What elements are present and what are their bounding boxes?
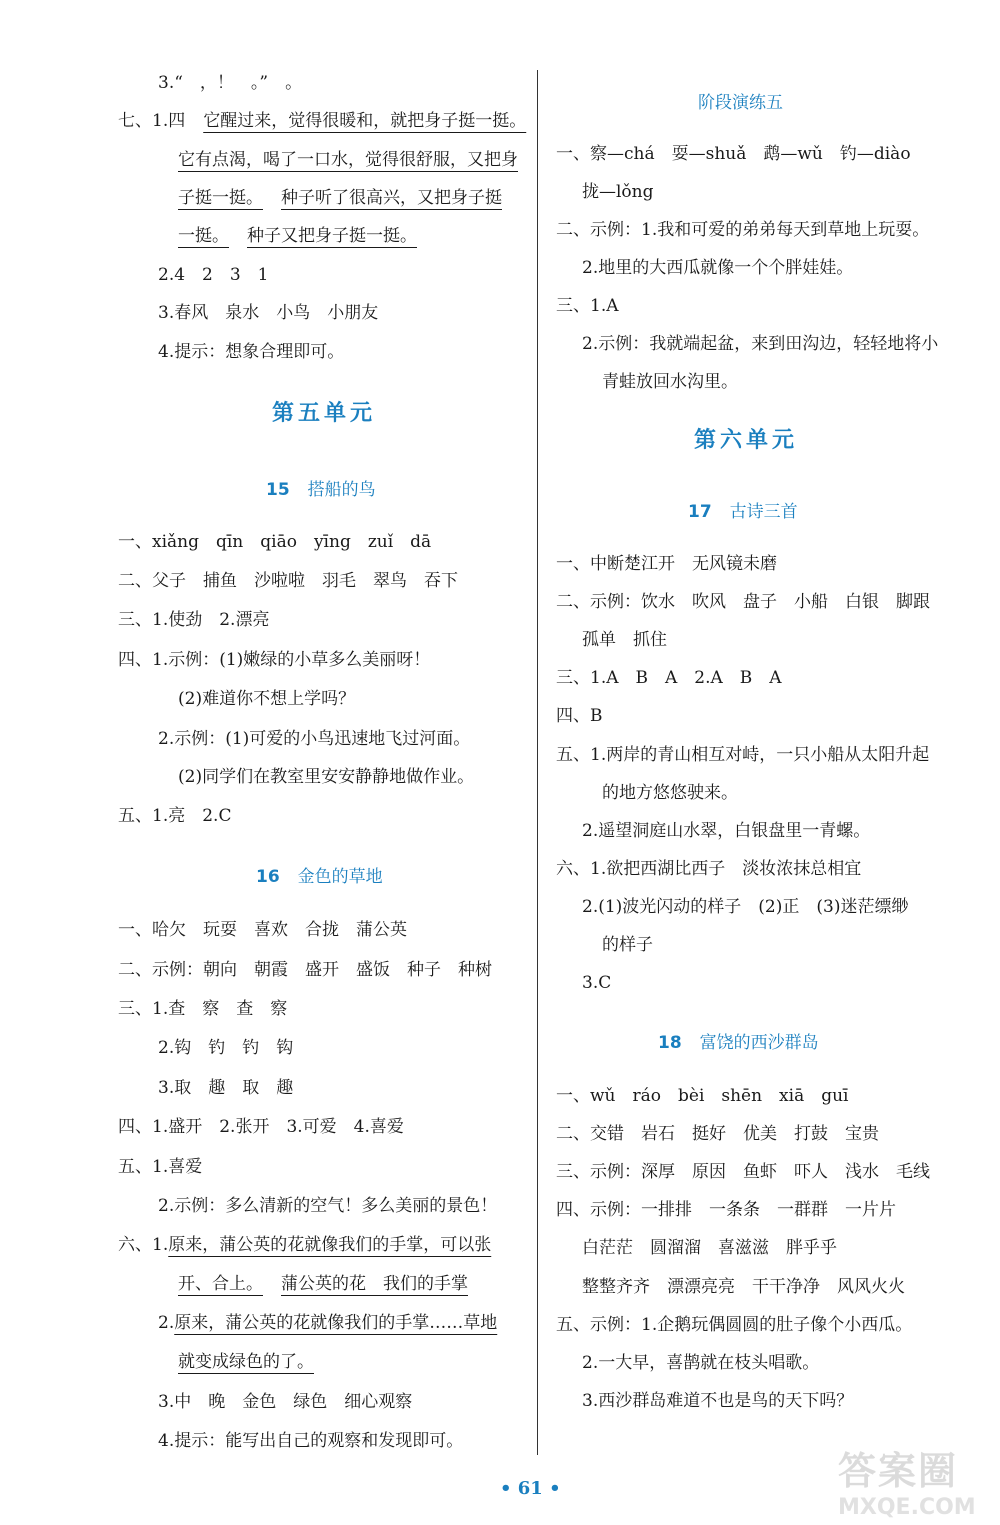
answer-line: 四、1.示例：(1)嫩绿的小草多么美丽呀！ bbox=[118, 650, 431, 670]
answer-line: 整整齐齐 漂漂亮亮 干干净净 风风火火 bbox=[582, 1277, 905, 1297]
answer-line: 青蛙放回水沟里。 bbox=[602, 372, 738, 392]
lesson-heading: 15 搭船的鸟 bbox=[266, 480, 376, 500]
answer-line: (2)难道你不想上学吗？ bbox=[178, 689, 356, 709]
answer-line: 3.西沙群岛难道不也是鸟的天下吗？ bbox=[582, 1391, 854, 1411]
answer-line: 一、wǔ ráo bèi shēn xiā guī bbox=[556, 1086, 849, 1106]
lesson-heading: 17 古诗三首 bbox=[688, 502, 798, 522]
unit-heading: 第六单元 bbox=[694, 428, 799, 453]
answer-line: 六、1.原来，蒲公英的花就像我们的手掌，可以张 bbox=[118, 1235, 492, 1255]
watermark-url: MXQE.COM bbox=[838, 1495, 976, 1520]
answer-line: 一、xiǎng qīn qiāo yīng zuǐ dā bbox=[118, 532, 432, 552]
answer-line: 孤单 抓住 bbox=[582, 630, 667, 650]
answer-line: 二、父子 捕鱼 沙啦啦 羽毛 翠鸟 吞下 bbox=[118, 571, 458, 591]
answer-line: 一、察—chá 耍—shuǎ 鹉—wǔ 钓—diào bbox=[556, 144, 911, 164]
answer-line: 开、合上。 蒲公英的花 我们的手掌 bbox=[178, 1274, 468, 1294]
answer-line: 3.取 趣 取 趣 bbox=[158, 1078, 294, 1098]
answer-line: 四、B bbox=[556, 706, 603, 726]
watermark bbox=[838, 1440, 998, 1522]
answer-line: 的地方悠悠驶来。 bbox=[602, 783, 738, 803]
answer-line: 3.“ ，！ 。” 。 bbox=[158, 73, 303, 93]
answer-line: 二、交错 岩石 挺好 优美 打鼓 宝贵 bbox=[556, 1124, 879, 1144]
answer-line: 2.示例：多么清新的空气！多么美丽的景色！ bbox=[158, 1196, 498, 1216]
answer-line: (2)同学们在教室里安安静静地做作业。 bbox=[178, 767, 475, 787]
answer-line: 五、示例：1.企鹅玩偶圆圆的肚子像个小西瓜。 bbox=[556, 1315, 913, 1335]
section-heading: 阶段演练五 bbox=[698, 93, 783, 113]
answer-line: 拢—lǒng bbox=[582, 182, 654, 202]
answer-line: 2.一大早，喜鹊就在枝头唱歌。 bbox=[582, 1353, 820, 1373]
answer-line: 三、1.A B A 2.A B A bbox=[556, 668, 782, 688]
answer-line: 2.地里的大西瓜就像一个个胖娃娃。 bbox=[582, 258, 854, 278]
answer-line: 4.提示：能写出自己的观察和发现即可。 bbox=[158, 1431, 464, 1451]
lesson-heading: 16 金色的草地 bbox=[256, 867, 383, 887]
answer-line: 七、1.四 它醒过来，觉得很暖和，就把身子挺一挺。 bbox=[118, 111, 527, 131]
lesson-heading: 18 富饶的西沙群岛 bbox=[658, 1033, 819, 1053]
answer-line: 2.示例：(1)可爱的小鸟迅速地飞过河面。 bbox=[158, 729, 471, 749]
answer-line: 它有点渴，喝了一口水，觉得很舒服，又把身 bbox=[178, 150, 518, 170]
answer-line: 五、1.亮 2.C bbox=[118, 806, 232, 826]
answer-line: 3.中 晚 金色 绿色 细心观察 bbox=[158, 1392, 413, 1412]
answer-line: 2.示例：我就端起盆，来到田沟边，轻轻地将小 bbox=[582, 334, 939, 354]
answer-line: 2.遥望洞庭山水翠，白银盘里一青螺。 bbox=[582, 821, 871, 841]
answer-line: 一、哈欠 玩耍 喜欢 合拢 蒲公英 bbox=[118, 920, 407, 940]
answer-line: 3.C bbox=[582, 973, 612, 993]
answer-line: 2.钩 钓 钓 钩 bbox=[158, 1038, 294, 1058]
answer-line: 五、1.两岸的青山相互对峙，一只小船从太阳升起 bbox=[556, 745, 930, 765]
answer-line: 一挺。 种子又把身子挺一挺。 bbox=[178, 226, 417, 246]
answer-line: 二、示例：朝向 朝霞 盛开 盛饭 种子 种树 bbox=[118, 960, 492, 980]
answer-line: 三、1.查 察 查 察 bbox=[118, 999, 288, 1019]
unit-heading: 第五单元 bbox=[272, 401, 377, 426]
watermark-logo: 答案圈 bbox=[838, 1449, 959, 1493]
answer-line: 2.4 2 3 1 bbox=[158, 265, 269, 285]
answer-line: 就变成绿色的了。 bbox=[178, 1352, 314, 1372]
answer-line: 4.提示：想象合理即可。 bbox=[158, 342, 345, 362]
answer-line: 五、1.喜爱 bbox=[118, 1157, 203, 1177]
answer-line: 三、1.使劲 2.漂亮 bbox=[118, 610, 270, 630]
answer-line: 四、1.盛开 2.张开 3.可爱 4.喜爱 bbox=[118, 1117, 404, 1137]
answer-line: 3.春风 泉水 小鸟 小朋友 bbox=[158, 303, 379, 323]
answer-line: 白茫茫 圆溜溜 喜滋滋 胖乎乎 bbox=[582, 1238, 837, 1258]
answer-line: 的样子 bbox=[602, 935, 653, 955]
answer-line: 三、示例：深厚 原因 鱼虾 吓人 浅水 毛线 bbox=[556, 1162, 930, 1182]
answer-line: 三、1.A bbox=[556, 296, 619, 316]
answer-line: 一、中断楚江开 无风镜未磨 bbox=[556, 554, 777, 574]
answer-line: 二、示例：1.我和可爱的弟弟每天到草地上玩耍。 bbox=[556, 220, 930, 240]
answer-line: 2.原来，蒲公英的花就像我们的手掌……草地 bbox=[158, 1313, 498, 1333]
page-number: • 61 • bbox=[500, 1478, 561, 1499]
answer-line: 2.(1)波光闪动的样子 (2)正 (3)迷茫缥缈 bbox=[582, 897, 909, 917]
answer-line: 六、1.欲把西湖比西子 淡妆浓抹总相宜 bbox=[556, 859, 862, 879]
answer-line: 二、示例：饮水 吹风 盘子 小船 白银 脚跟 bbox=[556, 592, 930, 612]
answer-line: 四、示例：一排排 一条条 一群群 一片片 bbox=[556, 1200, 896, 1220]
answer-line: 子挺一挺。 种子听了很高兴，又把身子挺 bbox=[178, 188, 502, 208]
column-divider bbox=[537, 70, 538, 1455]
